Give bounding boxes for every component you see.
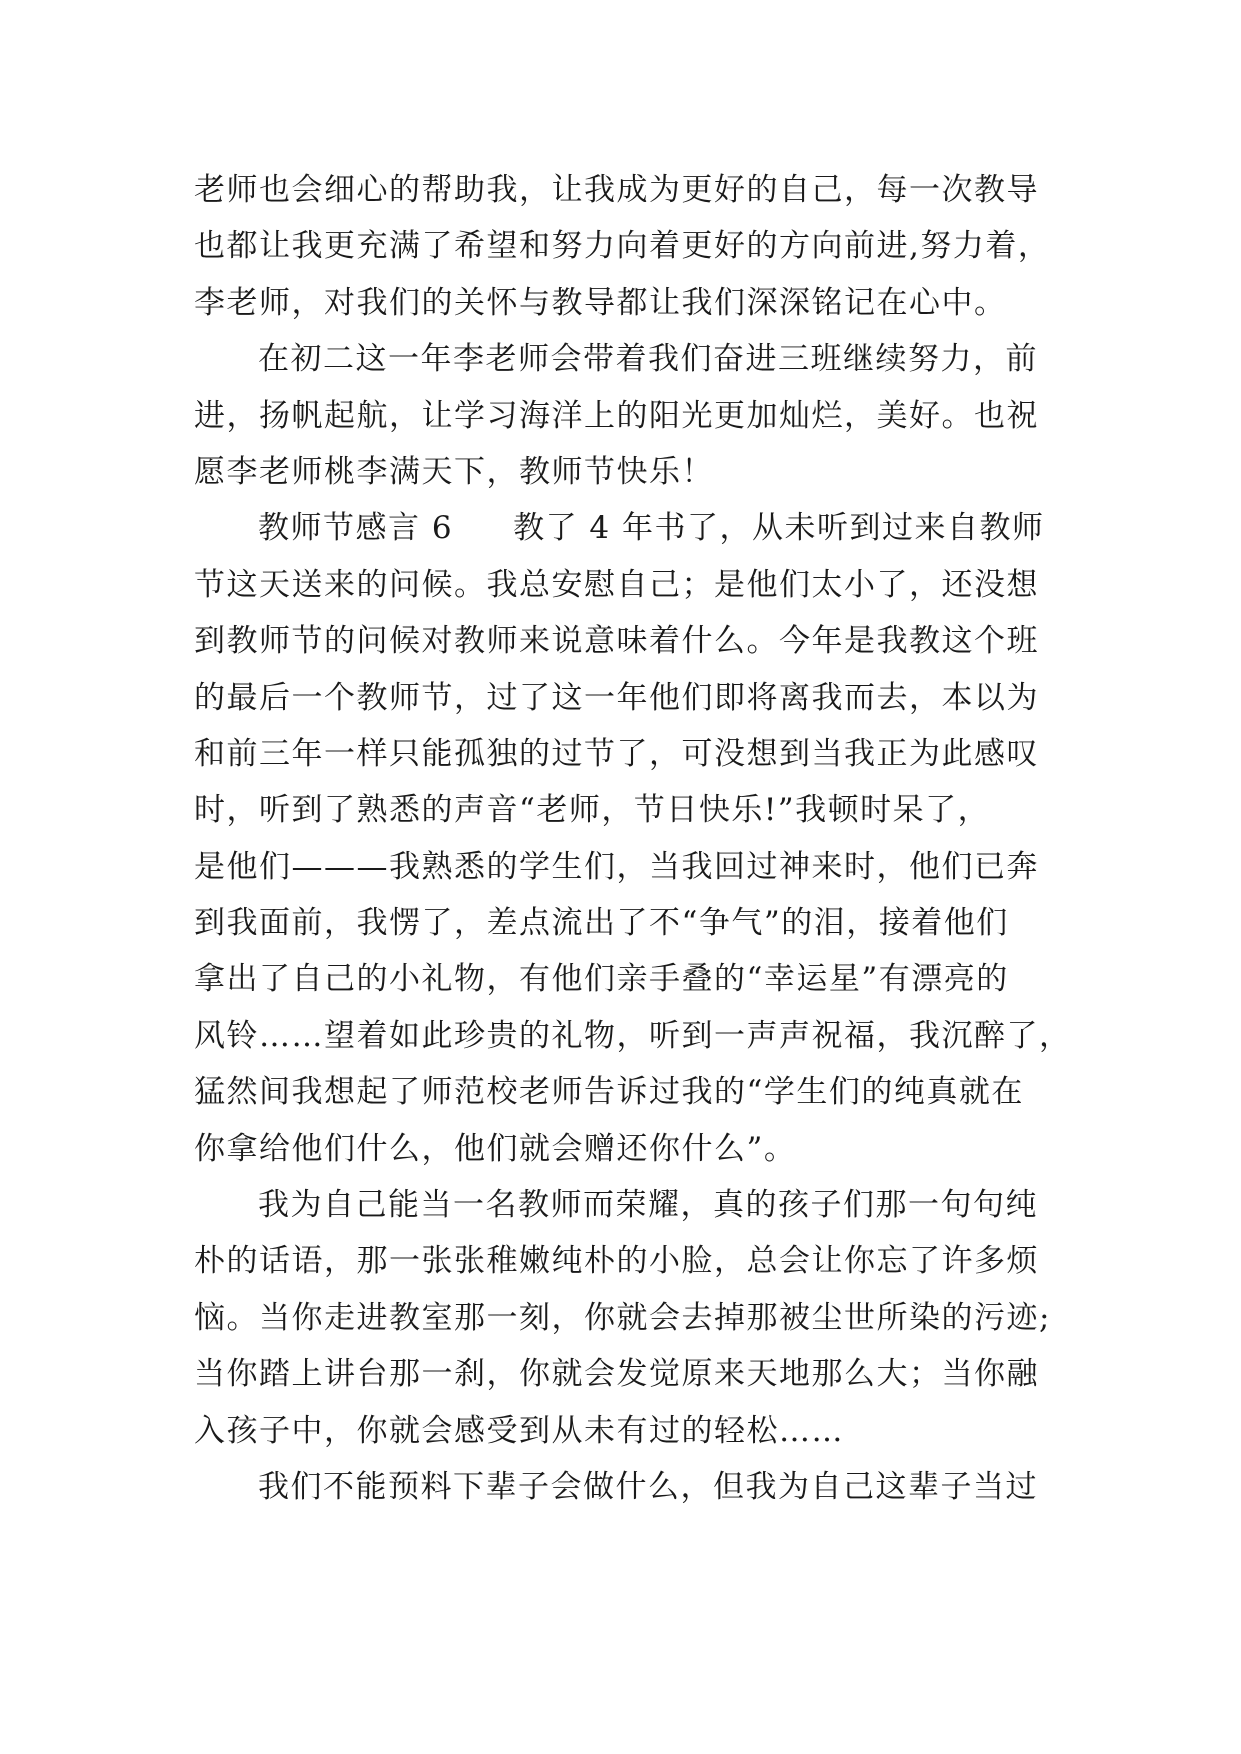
text-line: 拿出了自己的小礼物，有他们亲手叠的“幸运星”有漂亮的 [194, 961, 1009, 998]
section-heading: 教师节感言 6 [258, 510, 454, 547]
text-line: 到我面前，我愣了，差点流出了不“争气”的泪，接着他们 [194, 905, 1009, 942]
text-line: 入孩子中，你就会感受到从未有过的轻松…… [194, 1412, 844, 1449]
text-line: 朴的话语，那一张张稚嫩纯朴的小脸，总会让你忘了许多烦 [194, 1243, 1039, 1280]
text-line: 到教师节的问候对教师来说意味着什么。今年是我教这个班 [194, 623, 1039, 660]
text-line: 和前三年一样只能孤独的过节了，可没想到当我正为此感叹 [194, 735, 1039, 772]
section-first-sentence: 教了 4 年书了，从未听到过来自教师 [513, 510, 1045, 547]
text-line: 风铃……望着如此珍贵的礼物，听到一声声祝福，我沉醉了， [194, 1017, 1072, 1054]
text-line: 恼。当你走进教室那一刻，你就会去掉那被尘世所染的污迹; [194, 1299, 1051, 1336]
text-line: 是他们———我熟悉的学生们，当我回过神来时，他们已奔 [194, 848, 1039, 885]
text-line: 你拿给他们什么，他们就会赠还你什么”。 [194, 1130, 797, 1167]
text-line: 老师也会细心的帮助我，让我成为更好的自己，每一次教导 [194, 172, 1039, 208]
text-line: 猛然间我想起了师范校老师告诉过我的“学生们的纯真就在 [194, 1074, 1024, 1111]
paragraph-start-line: 我们不能预料下辈子会做什么，但我为自己这辈子当过 [258, 1468, 1038, 1505]
text-line: 的最后一个教师节，过了这一年他们即将离我而去，本以为 [194, 679, 1039, 716]
body-text [194, 162, 1074, 1515]
text-line: 愿李老师桃李满天下，教师节快乐！ [194, 453, 714, 490]
paragraph-start-line: 我为自己能当一名教师而荣耀，真的孩子们那一句句纯 [258, 1187, 1038, 1224]
text-line: 当你踏上讲台那一刹，你就会发觉原来天地那么大；当你融 [194, 1356, 1039, 1393]
text-line: 也都让我更充满了希望和努力向着更好的方向前进,努力着， [194, 228, 1051, 265]
section-heading-line [194, 500, 1074, 556]
text-line: 进，扬帆起航，让学习海洋上的阳光更加灿烂，美好。也祝 [194, 397, 1039, 434]
text-line: 节这天送来的问候。我总安慰自己；是他们太小了，还没想 [194, 566, 1039, 603]
text-line: 李老师，对我们的关怀与教导都让我们深深铭记在心中。 [194, 284, 1007, 321]
text-line: 时，听到了熟悉的声音“老师，节日快乐!”我顿时呆了， [194, 792, 991, 829]
paragraph-start-line: 在初二这一年李老师会带着我们奋进三班继续努力，前 [258, 341, 1038, 378]
